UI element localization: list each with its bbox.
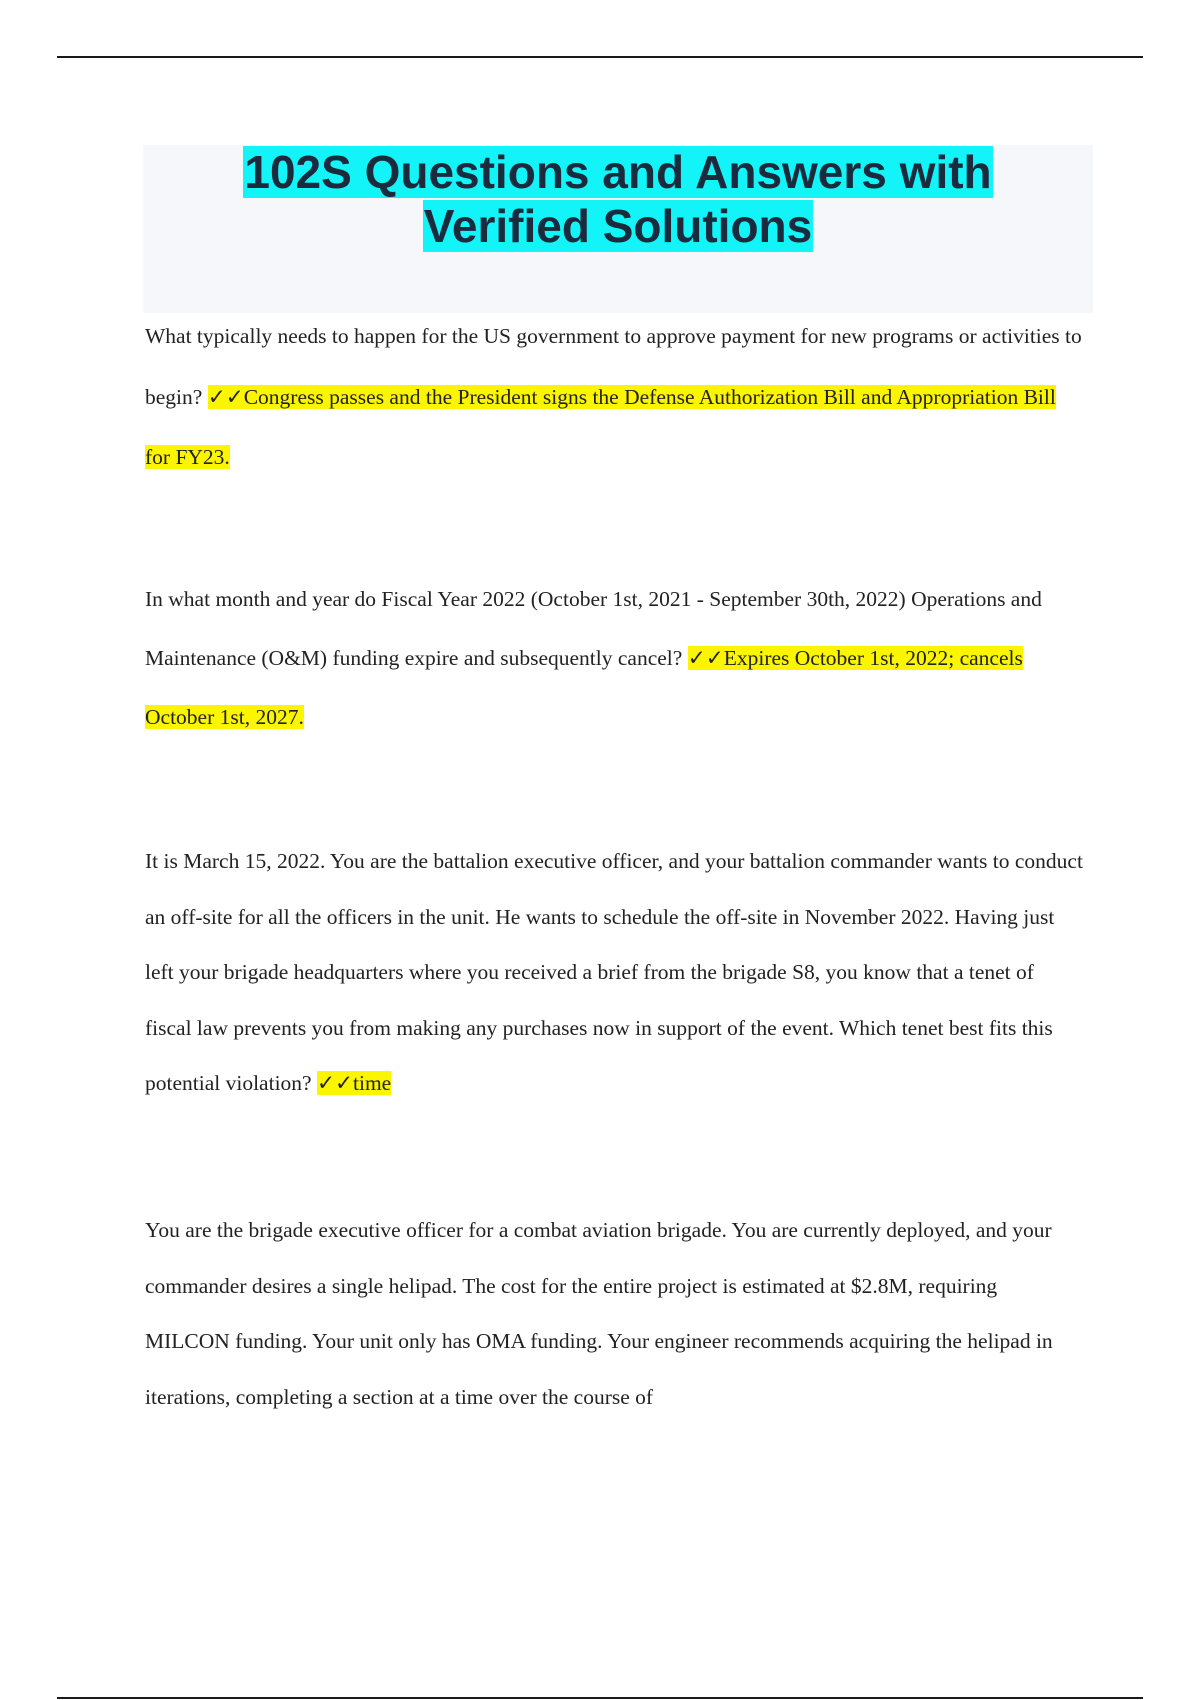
title-box [143, 145, 1093, 313]
qa-item-4 [145, 1203, 1085, 1425]
question-text: What typically needs to happen for the US government to approve payment for new programs or activities to begin? [145, 324, 1082, 409]
answer-text: ✓✓Expires October 1st, 2022; cancels October 1st, 2027. [145, 646, 1023, 729]
title-line-2: Verified Solutions [423, 200, 813, 252]
title-line-1: 102S Questions and Answers with [244, 146, 992, 198]
qa-item-3 [145, 834, 1085, 1112]
question-text: You are the brigade executive officer for a combat aviation brigade. You are currently deployed, and your commander desires a single helipad. The cost for the entire project is estimated at $2.8M, requiring MILCON funding. Your unit only has OMA funding. Your engineer recommends acquiring the helipad in iterations, completing a section at a time over the course of [145, 1218, 1053, 1409]
top-rule [57, 56, 1143, 58]
question-text: It is March 15, 2022. You are the battalion executive officer, and your battalion commander wants to conduct an off-site for all the officers in the unit. He wants to schedule the off-site in November 2022. Having just left your brigade headquarters where you received a brief from the brigade S8, you know that a tenet of fiscal law prevents you from making any purchases now in support of the event. Which tenet best fits this potential violation? [145, 849, 1083, 1095]
document-title [143, 145, 1093, 253]
qa-item-2 [145, 570, 1085, 747]
question-text: In what month and year do Fiscal Year 2022 (October 1st, 2021 - September 30th, 2022) Operations and Maintenance (O&M) funding expire and subsequently cancel? [145, 587, 1042, 670]
qa-item-1 [145, 306, 1085, 488]
bottom-rule [57, 1697, 1143, 1699]
answer-text: ✓✓time [316, 1071, 392, 1095]
answer-text: ✓✓Congress passes and the President signs the Defense Authorization Bill and Appropriation Bill for FY23. [145, 384, 1056, 469]
